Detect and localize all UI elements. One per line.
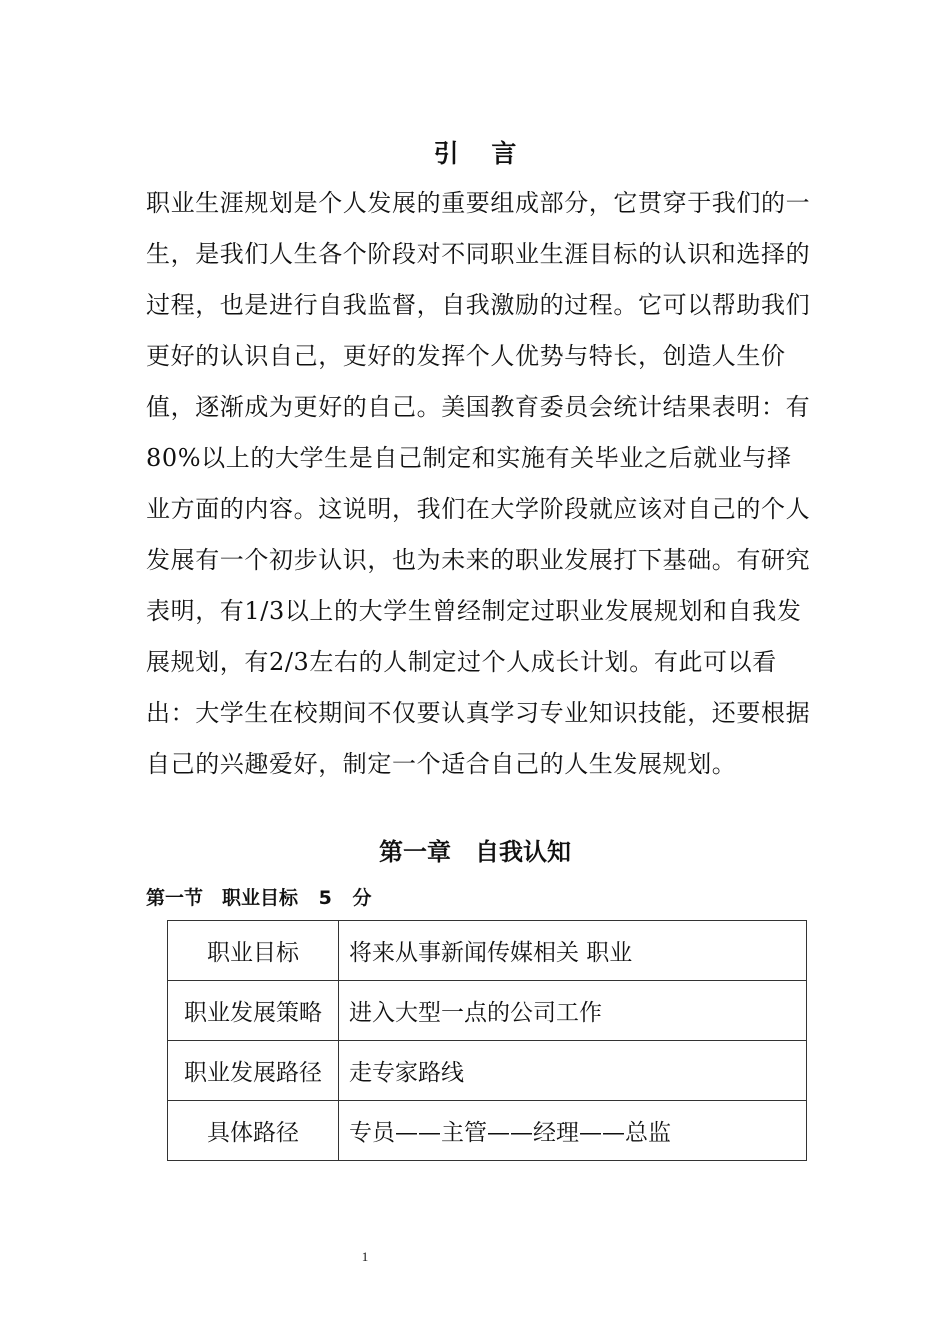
table-value-cell: 走专家路线 (339, 1041, 807, 1101)
table-row (168, 981, 807, 1041)
table-key-cell: 职业发展路径 (168, 1041, 339, 1101)
table-value-cell: 专员——主管——经理——总监 (339, 1101, 807, 1161)
table-row (168, 1041, 807, 1101)
table-row (168, 1101, 807, 1161)
table-key-cell: 职业发展策略 (168, 981, 339, 1041)
table-row (168, 921, 807, 981)
intro-heading: 引 言 (433, 139, 529, 168)
table-value-cell: 将来从事新闻传媒相关 职业 (339, 921, 807, 981)
page-number: 1 (361, 1249, 369, 1264)
table-value-cell: 进入大型一点的公司工作 (339, 981, 807, 1041)
intro-paragraph: 职业生涯规划是个人发展的重要组成部分，它贯穿于我们的一生，是我们人生各个阶段对不同职业生涯目标的认识和选择的过程，也是进行自我监督，自我激励的过程。它可以帮助我们更好的认识自己，更好的发挥个人优势与特长，创造人生价值，逐渐成为更好的自己。美国教育委员会统计结果表明：有80%以上的大学生是自己制定和实施有关毕业之后就业与择业方面的内容。这说明，我们在大学阶段就应该对自己的个人发展有一个初步认识，也为未来的职业发展打下基础。有研究表明，有1/3以上的大学生曾经制定过职业发展规划和自我发展规划，有2/3左右的人制定过个人成长计划。有此可以看出：大学生在校期间不仅要认真学习专业知识技能，还要根据自己的兴趣爱好，制定一个适合自己的人生发展规划。 (146, 189, 811, 778)
table-key-cell: 具体路径 (168, 1101, 339, 1161)
chapter-heading: 第一章 自我认知 (379, 838, 571, 866)
section-title: 第一节 职业目标 5 分 (146, 887, 372, 909)
career-goals-table (167, 920, 807, 1161)
table-key-cell: 职业目标 (168, 921, 339, 981)
